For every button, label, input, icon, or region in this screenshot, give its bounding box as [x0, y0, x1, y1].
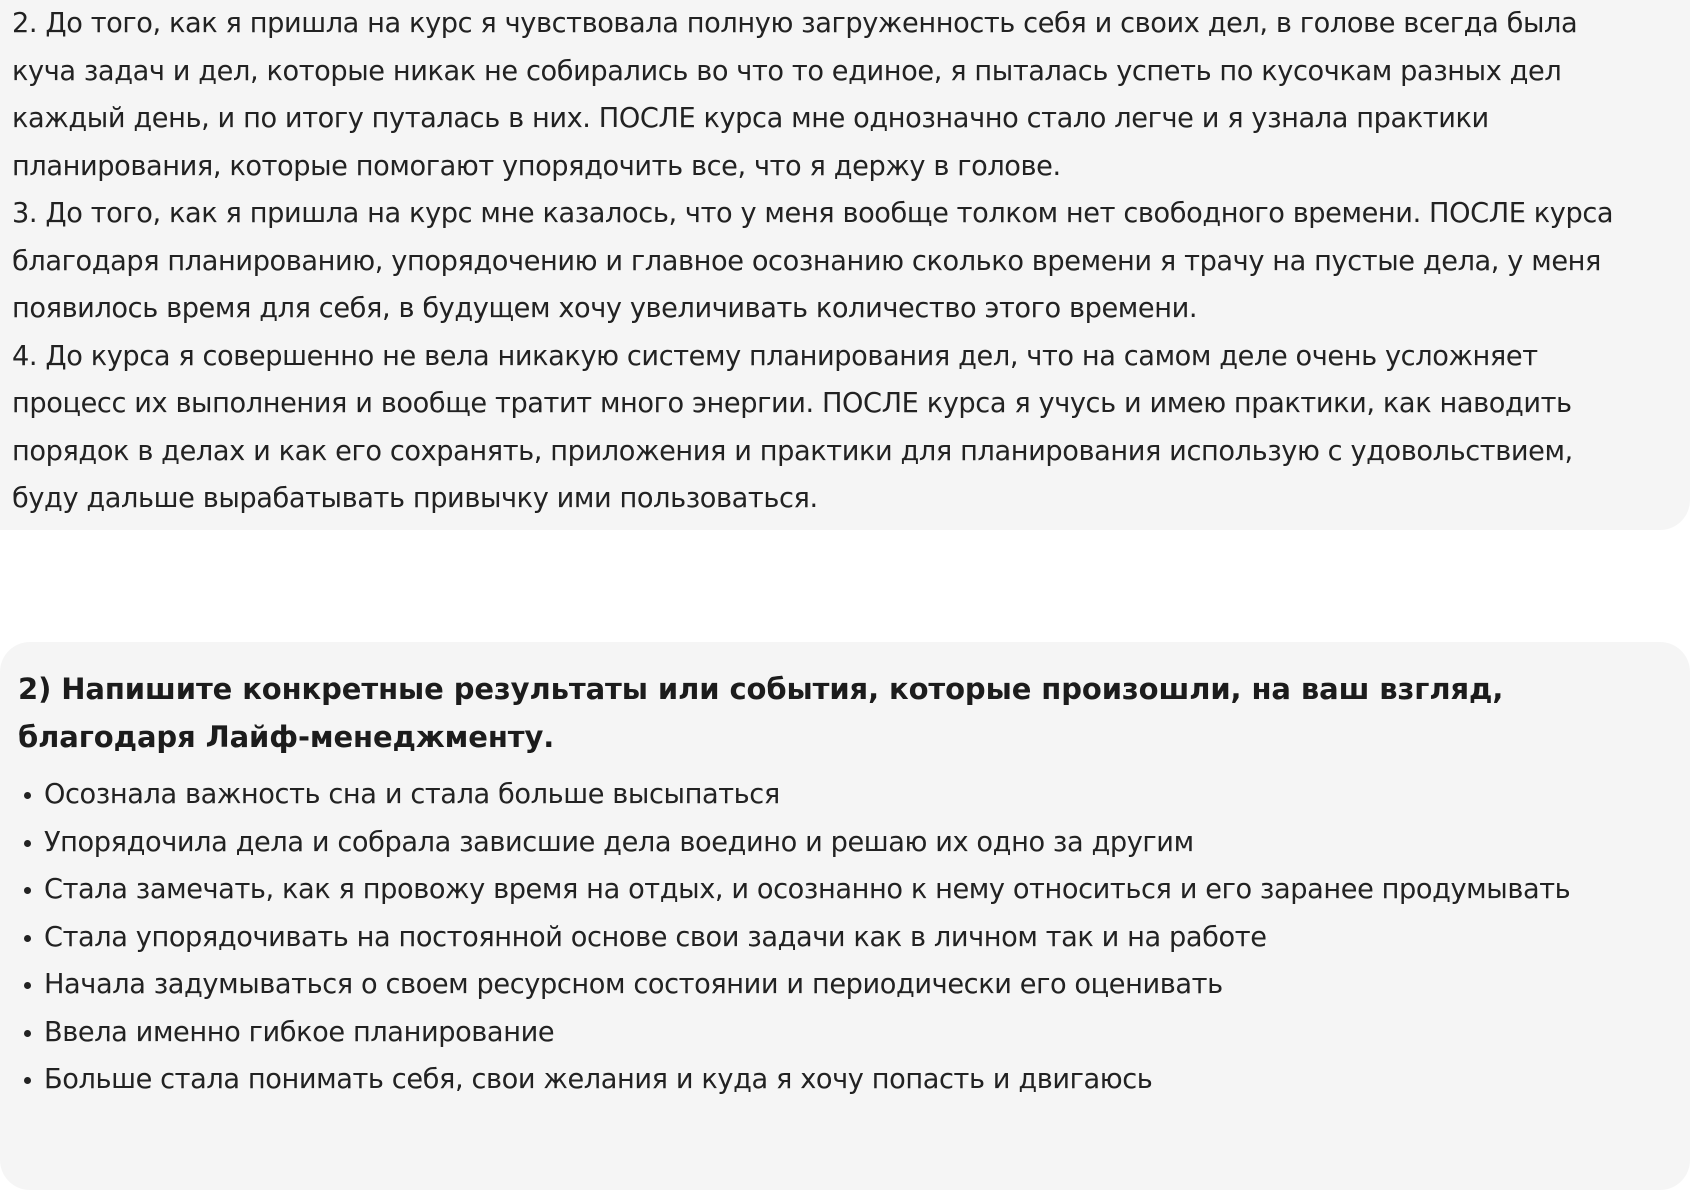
bullet-icon	[24, 792, 31, 799]
list-item-text: Стала замечать, как я провожу время на отдых, и осознанно к нему относиться и его заранее продумывать	[44, 874, 1571, 905]
answer-paragraph-4: 4. До курса я совершенно не вела никакую систему планирования дел, что на самом деле очень усложняет процесс их выполнения и вообще тратит много энергии. ПОСЛЕ курса я учусь и имею практики, как наводить порядок в делах и как его сохранять, приложения и практики для планирования использую с удовольствием, буду дальше вырабатывать привычку ими пользоваться.	[12, 340, 1573, 514]
list-item-text: Больше стала понимать себя, свои желания и куда я хочу попасть и двигаюсь	[44, 1064, 1153, 1095]
answer-card	[0, 0, 1690, 530]
bullet-icon	[24, 887, 31, 894]
results-list	[18, 771, 1670, 1104]
bullet-icon	[24, 935, 31, 942]
list-item	[18, 819, 1670, 867]
bullet-icon	[24, 840, 31, 847]
answer-paragraph-2: 2. До того, как я пришла на курс я чувствовала полную загруженность себя и своих дел, в голове всегда была куча задач и дел, которые никак не собирались во что то единое, я пыталась успеть по кусочкам разных дел каждый день, и по итогу путалась в них. ПОСЛЕ курса мне однозначно стало легче и я узнала практики планирования, которые помогают упорядочить все, что я держу в голове.	[12, 8, 1578, 182]
list-item	[18, 866, 1670, 914]
bullet-icon	[24, 1030, 31, 1037]
list-item	[18, 1009, 1670, 1057]
list-item-text: Стала упорядочивать на постоянной основе свои задачи как в личном так и на работе	[44, 921, 1267, 953]
bullet-icon	[24, 1077, 31, 1084]
list-item	[18, 771, 1670, 819]
list-item-text: Начала задумываться о своем ресурсном состоянии и периодически его оценивать	[44, 969, 1223, 1000]
list-item	[18, 961, 1670, 1009]
list-item-text: Упорядочила дела и собрала зависшие дела воедино и решаю их одно за другим	[44, 826, 1194, 858]
list-item	[18, 1056, 1670, 1104]
list-item	[18, 914, 1670, 962]
list-item-text: Ввела именно гибкое планирование	[44, 1016, 555, 1048]
question-card	[0, 642, 1690, 1190]
bullet-icon	[24, 982, 31, 989]
list-item-text: Осознала важность сна и стала больше высыпаться	[44, 779, 780, 810]
question-heading: 2) Напишите конкретные результаты или события, которые произошли, на ваш взгляд, благодаря Лайф-менеджменту.	[18, 672, 1504, 754]
answer-paragraph-3: 3. До того, как я пришла на курс мне казалось, что у меня вообще толком нет свободного времени. ПОСЛЕ курса благодаря планированию, упорядочению и главное осознанию сколько времени я трачу на пустые дела, у меня появилось время для себя, в будущем хочу увеличивать количество этого времени.	[12, 198, 1614, 324]
